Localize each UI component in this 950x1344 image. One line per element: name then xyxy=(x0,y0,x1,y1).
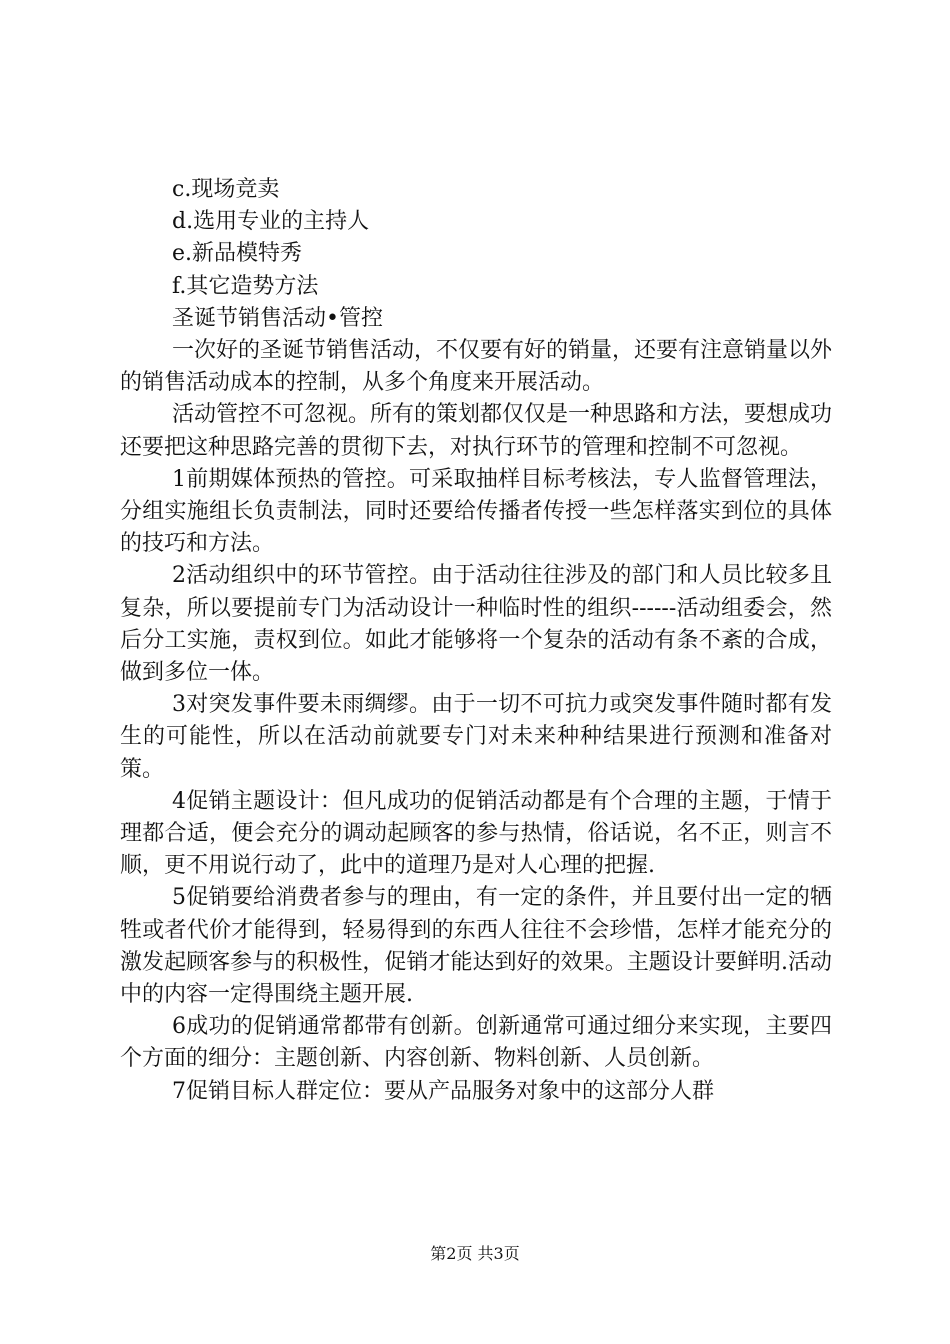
paragraph-item-3: 3对突发事件要未雨绸缪。由于一切不可抗力或突发事件随时都有发生的可能性，所以在活动前就要专门对未来种种结果进行预测和准备对策。 xyxy=(120,692,832,782)
list-item-f: f.其它造势方法 xyxy=(172,273,319,299)
paragraph-item-5: 5促销要给消费者参与的理由，有一定的条件，并且要付出一定的牺牲或者代价才能得到，轻易得到的东西人往往不会珍惜，怎样才能充分的激发起顾客参与的积极性，促销才能达到好的效果。主题设计要鲜明.活动中的内容一定得围绕主题开展. xyxy=(120,885,832,1008)
paragraph-item-6: 6成功的促销通常都带有创新。创新通常可通过细分来实现，主要四个方面的细分：主题创新、内容创新、物料创新、人员创新。 xyxy=(120,1014,832,1072)
list-item-e: e.新品模特秀 xyxy=(172,241,303,267)
list-item-c: c.现场竞卖 xyxy=(172,177,280,202)
paragraph-item-2: 2活动组织中的环节管控。由于活动往往涉及的部门和人员比较多且复杂，所以要提前专门为活动设计一种临时性的组织------活动组委会，然后分工实施，责权到位。如此才能够将一个复杂的活动有条不紊的合成，做到多位一体。 xyxy=(120,563,832,686)
document-body xyxy=(120,174,832,1108)
paragraph-intro: 一次好的圣诞节销售活动，不仅要有好的销量，还要有注意销量以外的销售活动成本的控制，从多个角度来开展活动。 xyxy=(120,338,833,396)
page-footer: 第2页 共3页 xyxy=(430,1244,520,1263)
list-item-d: d.选用专业的主持人 xyxy=(172,209,370,235)
section-heading: 圣诞节销售活动•管控 xyxy=(172,305,383,331)
paragraph-item-4: 4促销主题设计：但凡成功的促销活动都是有个合理的主题，于情于理都合适，便会充分的调动起顾客的参与热情，俗话说，名不正，则言不顺，更不用说行动了，此中的道理乃是对人心理的把握. xyxy=(120,788,832,879)
paragraph-item-1: 1前期媒体预热的管控。可采取抽样目标考核法，专人监督管理法，分组实施组长负责制法，同时还要给传播者传授一些怎样落实到位的具体的技巧和方法。 xyxy=(120,466,832,557)
paragraph-item-7: 7促销目标人群定位：要从产品服务对象中的这部分人群 xyxy=(172,1078,714,1104)
paragraph-control: 活动管控不可忽视。所有的策划都仅仅是一种思路和方法，要想成功还要把这种思路完善的贯彻下去，对执行环节的管理和控制不可忽视。 xyxy=(120,402,833,460)
